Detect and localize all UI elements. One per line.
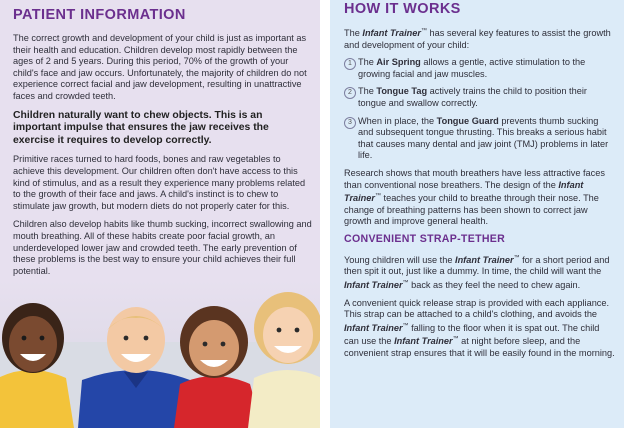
strap-tether-heading: CONVENIENT STRAP-TETHER [344,233,506,246]
features-list [344,57,616,162]
number-1-badge: 1 [344,58,356,70]
paragraph-growth: The correct growth and development of your child is just as important as their health and education. Children develop most rapidly between the ages of 2 and 5 years. During this period, 70% of the growth of your child's face and jaw occurs. Unfortunately, the majority of children do not experience correct facial and jaw development, resulting in unattractive faces and crowded teeth. [13,33,307,101]
young-children-paragraph: Young children will use the Infant Trainer™ for a short period and then spit it out, just like a dummy. In time, the child will want the Infant Trainer™ back as they feel the need to chew again. [344,254,610,290]
panel-divider [320,0,330,428]
paragraph-habits: Children also develop habits like thumb sucking, incorrect swallowing and mouth breathing. All of these habits create poor facial growth, an underdeveloped lower jaw and crowded teeth. The early prevention of these problems is the best way to ensure your child achieves their full potential. [13,219,312,276]
patient-information-body [13,33,312,284]
paragraph-chew-emphasis: Children naturally want to chew objects. This is an important impulse that ensures the jaw receives the exercise it requires to develop correctly. [13,109,269,146]
feature-air-spring: 1 The Air Spring allows a gentle, active stimulation to the growing facial and jaw muscles. [344,57,616,80]
intro-paragraph: The Infant Trainer™ has several key features to assist the growth and development of your child: [344,28,611,50]
patient-information-title: PATIENT INFORMATION [13,7,186,23]
how-it-works-title: HOW IT WORKS [344,1,461,17]
how-it-works-panel [330,0,624,428]
children-photo [0,280,320,428]
feature-tongue-guard: 3 When in place, the Tongue Guard prevents thumb sucking and subsequent tongue thrusting. This breaks a serious habit that causes many dental and jaw joint (TMJ) problems in later life. [344,116,616,162]
number-3-badge: 3 [344,117,356,129]
strap-paragraph: A convenient quick release strap is provided with each appliance. This strap can be attached to a child's clothing, and avoids the Infant Trainer™ falling to the floor when it is spat out. The child can use the Infant Trainer™ at night before sleep, and the convenient strap ensures that it will be easily found in the morning. [344,297,615,359]
paragraph-primitive-races: Primitive races turned to hard foods, bones and raw vegetables to achieve this development. Our children often don't have access to this kind of stimulus, and as a result they experience many problems related to the growth of their face and jaws. A child's instinct is to chew to stimulate jaw growth, but modern diets do not properly cater for this. [13,154,306,211]
how-it-works-body [344,26,616,366]
feature-tongue-tag: 2 The Tongue Tag actively trains the child to position their tongue and swallow correctly. [344,86,616,109]
research-paragraph: Research shows that mouth breathers have less attractive faces than conventional nose breathers. The design of the Infant Trainer™ teaches your child to breathe through their nose. The change of breathing patterns has been shown to correct jaw growth and improve general health. [344,168,605,227]
number-2-badge: 2 [344,87,356,99]
